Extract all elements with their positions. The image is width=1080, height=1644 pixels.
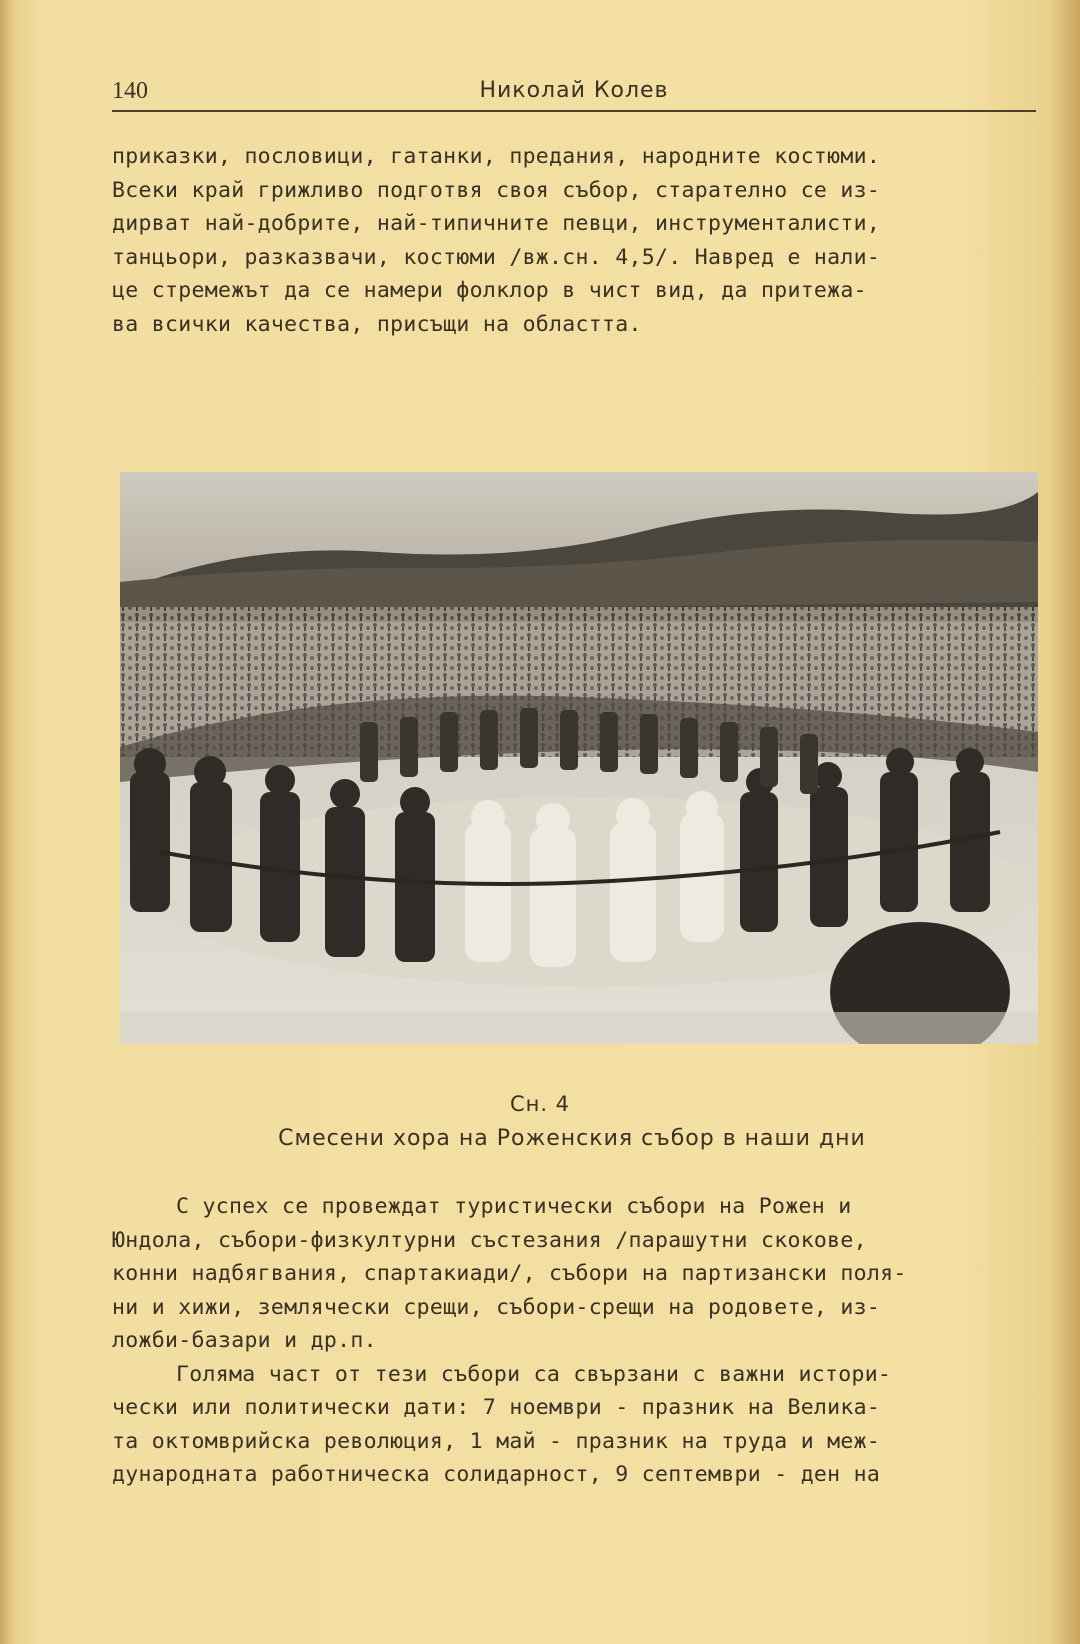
text-line: ва всички качества, присъщи на областта. xyxy=(112,311,642,337)
running-head-author: Николай Колев xyxy=(479,78,669,103)
text-line: Голяма част от тези събори са свързани с важни истори- xyxy=(176,1361,892,1387)
figure-caption: Смесени хора на Роженския събор в наши дни xyxy=(278,1126,866,1151)
text-line: С успех се провеждат туристически събори на Рожен и xyxy=(176,1194,852,1219)
text-line: це стремежът да се намери фолклор в чист вид, да притежа- xyxy=(112,278,867,303)
text-line: та октомврийска революция, 1 май - празник на труда и меж- xyxy=(112,1428,881,1454)
page-header xyxy=(112,78,1036,112)
text-line: ни и хижи, землячески срещи, събори-срещи на родовете, из- xyxy=(112,1294,881,1320)
paragraph-bottom xyxy=(112,1190,1052,1492)
text-line: дународната работническа солидарност, 9 септември - ден на xyxy=(112,1462,881,1487)
text-line: дирват най-добрите, най-типичните певци, инструменталисти, xyxy=(112,211,881,236)
text-line: чески или политически дати: 7 ноември - празник на Велика- xyxy=(112,1395,881,1420)
text-line: Всеки край грижливо подготвя своя събор, старателно се из- xyxy=(112,177,881,203)
text-line: Юндола, събори-физкултурни състезания /парашутни скокове, xyxy=(112,1227,867,1253)
text-line: конни надбягвания, спартакиади/, събори на партизански поля- xyxy=(112,1261,907,1286)
text-line: ложби-базари и др.п. xyxy=(112,1328,377,1353)
photo-horo-dance xyxy=(120,472,1038,1044)
paragraph-top xyxy=(112,140,1052,341)
text-line: приказки, пословици, гатанки, предания, народните костюми. xyxy=(112,144,881,169)
page-number: 140 xyxy=(112,78,148,104)
text-line: танцьори, разказвачи, костюми /вж.сн. 4,5/. Навред е нали- xyxy=(112,244,881,270)
figure-number: Сн. 4 xyxy=(509,1092,571,1116)
